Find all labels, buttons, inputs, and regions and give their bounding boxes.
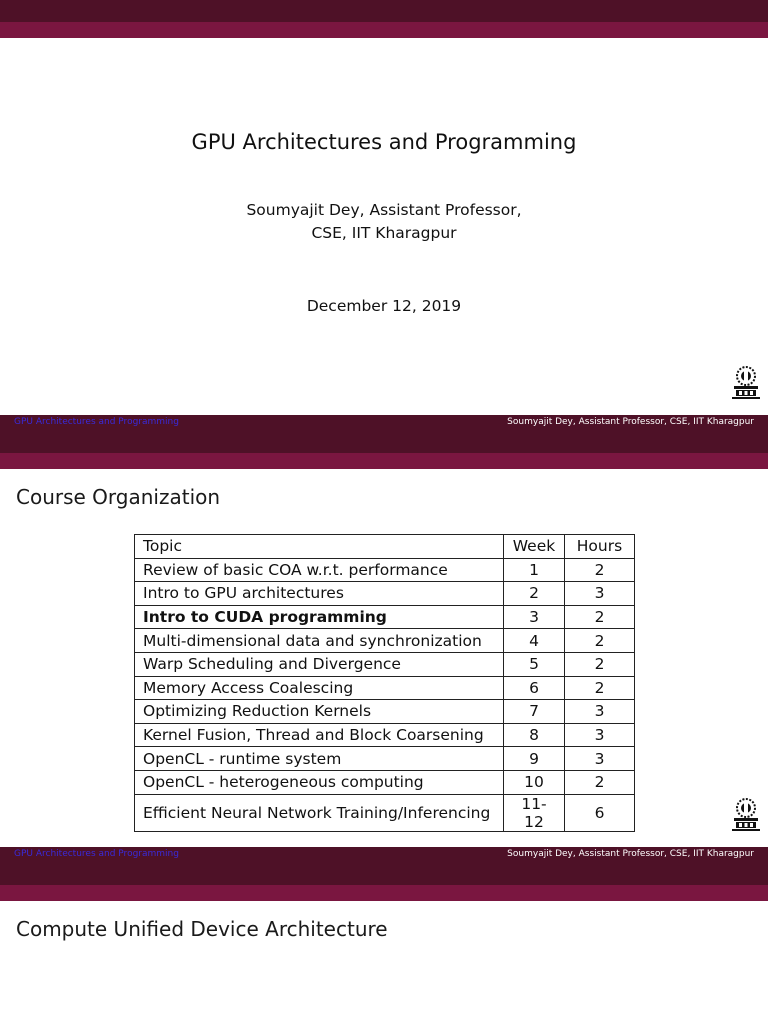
cell-topic: Warp Scheduling and Divergence bbox=[135, 652, 504, 676]
slide3-title: Compute Unified Device Architecture bbox=[16, 917, 388, 941]
cell-week: 4 bbox=[504, 629, 565, 653]
slide2-top-accent-bar bbox=[0, 453, 768, 469]
cell-topic: Optimizing Reduction Kernels bbox=[135, 700, 504, 724]
cell-hours: 6 bbox=[565, 794, 635, 831]
institute-logo bbox=[728, 794, 764, 834]
col-header-topic: Topic bbox=[135, 535, 504, 559]
table-row bbox=[135, 558, 635, 582]
cell-topic: Multi-dimensional data and synchronization bbox=[135, 629, 504, 653]
cell-topic: Efficient Neural Network Training/Inferencing bbox=[135, 794, 504, 831]
table-row bbox=[135, 676, 635, 700]
slide1-footer bbox=[0, 415, 768, 431]
table-row bbox=[135, 700, 635, 724]
slide1-date: December 12, 2019 bbox=[306, 297, 462, 315]
cell-topic: Kernel Fusion, Thread and Block Coarsening bbox=[135, 723, 504, 747]
footer-left-text: GPU Architectures and Programming bbox=[14, 417, 179, 427]
cell-topic: OpenCL - runtime system bbox=[135, 747, 504, 771]
cell-topic: Intro to CUDA programming bbox=[135, 605, 504, 629]
cell-hours: 2 bbox=[565, 676, 635, 700]
slide2-top-bar bbox=[0, 431, 768, 453]
cell-hours: 3 bbox=[565, 723, 635, 747]
table-row bbox=[135, 794, 635, 831]
course-table bbox=[134, 534, 635, 832]
table-row bbox=[135, 582, 635, 606]
slide3-top-accent-bar bbox=[0, 885, 768, 901]
slide1-author-line2: CSE, IIT Kharagpur bbox=[311, 224, 457, 242]
cell-week: 10 bbox=[504, 770, 565, 794]
footer-right-text: Soumyajit Dey, Assistant Professor, CSE, IIT Kharagpur bbox=[507, 849, 754, 859]
table-row bbox=[135, 723, 635, 747]
col-header-hours: Hours bbox=[565, 535, 635, 559]
cell-hours: 2 bbox=[565, 652, 635, 676]
footer-left-text: GPU Architectures and Programming bbox=[14, 849, 179, 859]
cell-week: 7 bbox=[504, 700, 565, 724]
table-row bbox=[135, 747, 635, 771]
footer-right-text: Soumyajit Dey, Assistant Professor, CSE, IIT Kharagpur bbox=[507, 417, 754, 427]
cell-week: 2 bbox=[504, 582, 565, 606]
cell-hours: 2 bbox=[565, 605, 635, 629]
table-row bbox=[135, 652, 635, 676]
cell-hours: 2 bbox=[565, 558, 635, 582]
cell-week: 5 bbox=[504, 652, 565, 676]
cell-hours: 3 bbox=[565, 747, 635, 771]
slide1-title: GPU Architectures and Programming bbox=[191, 130, 577, 154]
institute-logo bbox=[728, 362, 764, 402]
cell-topic: Review of basic COA w.r.t. performance bbox=[135, 558, 504, 582]
cell-hours: 2 bbox=[565, 770, 635, 794]
slide1-top-bar bbox=[0, 0, 768, 22]
cell-week: 3 bbox=[504, 605, 565, 629]
table-row bbox=[135, 770, 635, 794]
slide1-author-line1: Soumyajit Dey, Assistant Professor, bbox=[246, 201, 522, 219]
course-table-header-row bbox=[135, 535, 635, 559]
col-header-week: Week bbox=[504, 535, 565, 559]
cell-topic: Memory Access Coalescing bbox=[135, 676, 504, 700]
cell-week: 8 bbox=[504, 723, 565, 747]
cell-hours: 3 bbox=[565, 700, 635, 724]
cell-week: 1 bbox=[504, 558, 565, 582]
table-row bbox=[135, 629, 635, 653]
cell-topic: OpenCL - heterogeneous computing bbox=[135, 770, 504, 794]
cell-topic: Intro to GPU architectures bbox=[135, 582, 504, 606]
slide2-footer bbox=[0, 847, 768, 863]
cell-week: 6 bbox=[504, 676, 565, 700]
cell-week: 11-12 bbox=[504, 794, 565, 831]
table-row-highlighted bbox=[135, 605, 635, 629]
slide3-top-bar bbox=[0, 863, 768, 885]
cell-hours: 2 bbox=[565, 629, 635, 653]
slide2-title: Course Organization bbox=[16, 485, 221, 509]
cell-hours: 3 bbox=[565, 582, 635, 606]
slide1-top-accent-bar bbox=[0, 22, 768, 38]
cell-week: 9 bbox=[504, 747, 565, 771]
